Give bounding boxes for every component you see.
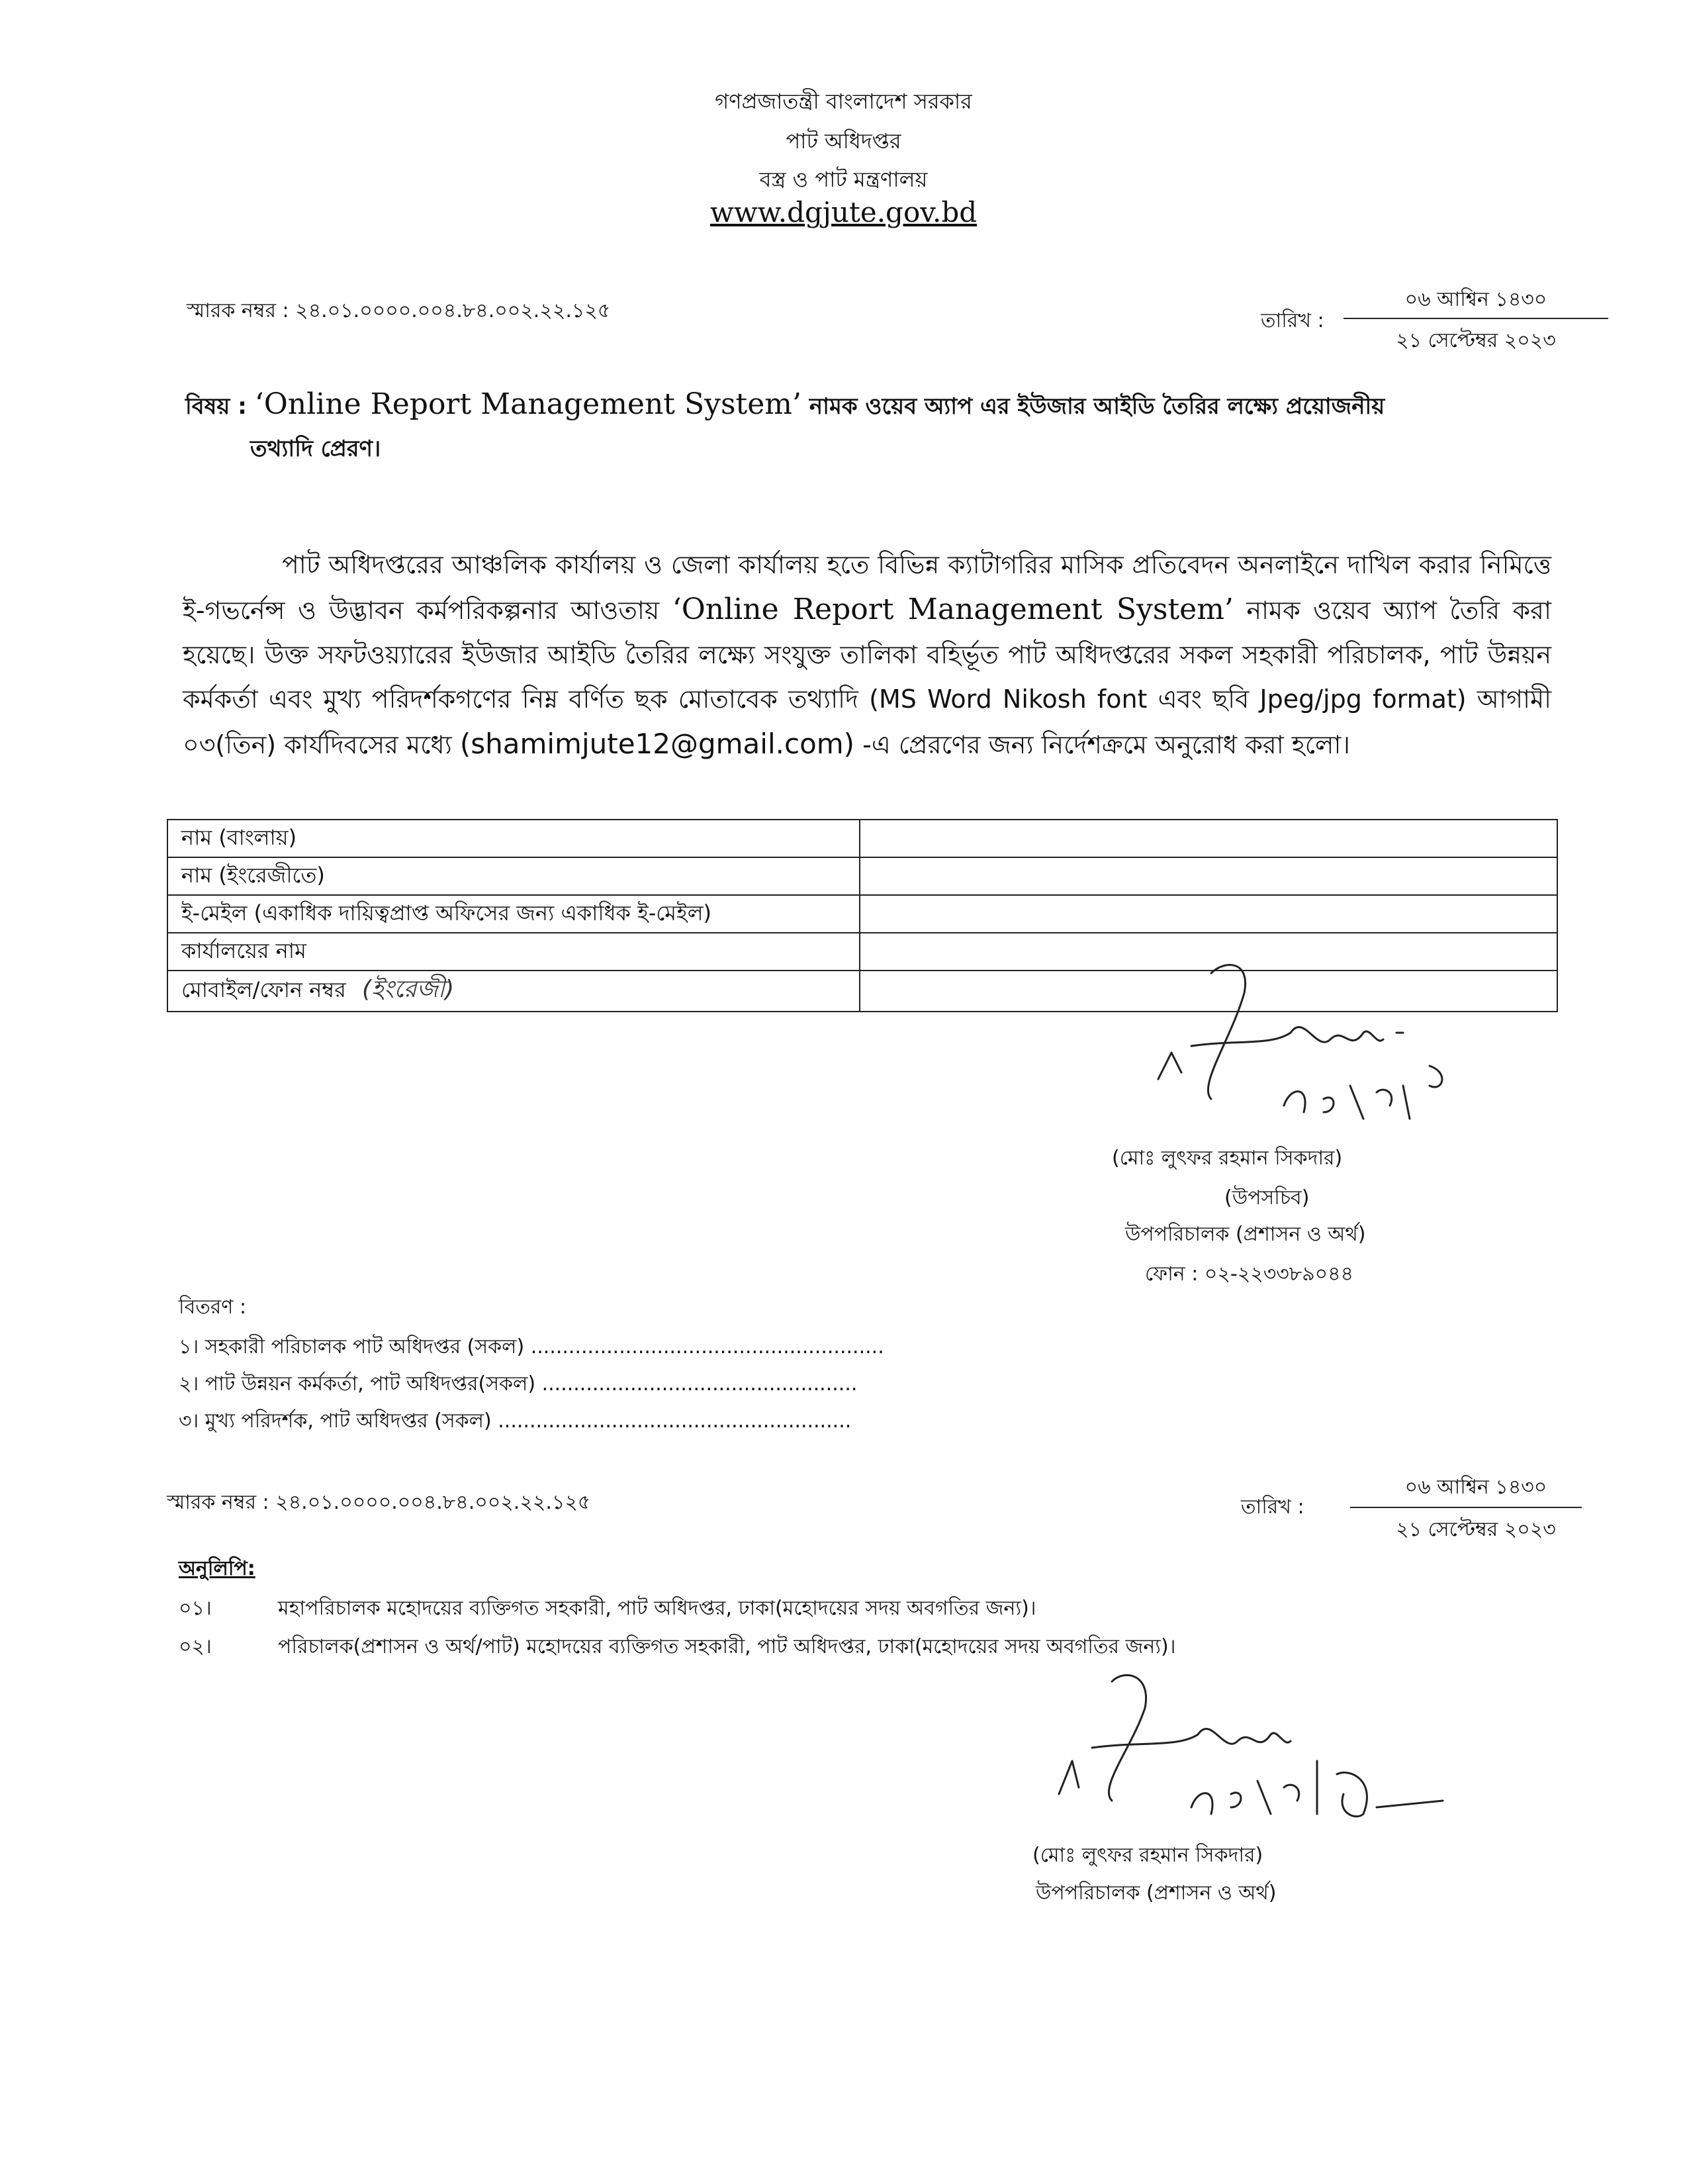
table-cell-label: কার্যালয়ের নাম (167, 933, 860, 971)
subject-label: বিষয় : (185, 393, 247, 420)
header-website-link[interactable]: www.dgjute.gov.bd (709, 196, 978, 228)
handwritten-note: (ইংরেজী) (362, 976, 455, 1003)
signature-scribble-1 (1118, 933, 1489, 1132)
signatory-2-designation: উপপরিচালক (প্রশাসন ও অর্থ) (1036, 1881, 1277, 1905)
memo2-date-english: ২১ সেপ্টেম্বর ২০২৩ (1396, 1518, 1556, 1541)
subject-rest: নামক ওয়েব অ্যাপ এর ইউজার আইডি তৈরির লক্ষ্যে প্রয়োজনীয় (809, 393, 1385, 420)
signatory-1-rank: (উপসচিব) (1224, 1186, 1310, 1210)
copy-item-text: মহাপরিচালক মহোদয়ের ব্যক্তিগত সহকারী, পাট অধিদপ্তর, ঢাকা(মহোদয়ের সদয় অবগতির জন্য)। (278, 1597, 1036, 1620)
memo-number-value: ২৪.০১.০০০০.০০৪.৮৪.০০২.২২.১২৫ (295, 299, 611, 322)
header-government: গণপ্রজাতন্ত্রী বাংলাদেশ সরকার (715, 89, 972, 114)
memo2-number-value: ২৪.০১.০০০০.০০৪.৮৪.০০২.২২.১২৫ (275, 1491, 591, 1514)
copy-item-num: ০২। (179, 1635, 212, 1658)
memo2-number (167, 1486, 590, 1520)
table-row (167, 857, 1557, 895)
body-text-part1: পাট অধিদপ্তরের আঞ্চলিক কার্যালয় ও জেলা কার্যালয় হতে বিভিন্ন ক্যাটাগরির মাসিক প্রতিবেদন অনলাইনে দাখিল করার নিমিত্তে ই-গভর্নেন্স ও উদ্ভাবন কর্মপরিকল্পনার আওতায় (183, 550, 1551, 625)
table-cell-label: ই-মেইল (একাধিক দায়িত্বপ্রাপ্ত অফিসের জন্য একাধিক ই-মেইল) (167, 895, 860, 933)
table-cell-value (860, 820, 1557, 857)
header-department: পাট অধিদপ্তর (786, 128, 901, 154)
table-cell-value (860, 857, 1557, 895)
table-cell-label: নাম (ইংরেজীতে) (167, 857, 860, 895)
subject-app-name: ‘Online Report Management System’ (254, 387, 801, 421)
memo-date-bangla: ০৬ আশ্বিন ১৪৩০ (1404, 288, 1547, 311)
body-app-name: ‘Online Report Management System’ (672, 593, 1234, 626)
copy-item-num: ০১। (179, 1597, 212, 1620)
signatory-1-designation: উপপরিচালক (প্রশাসন ও অর্থ) (1125, 1223, 1366, 1246)
table-cell-label-text: মোবাইল/ফোন নম্বর (181, 977, 346, 1002)
header-ministry: বস্ত্র ও পাট মন্ত্রণালয় (759, 167, 928, 192)
date-divider-2 (1350, 1507, 1582, 1508)
memo-number (187, 295, 610, 328)
signatory-2-name: (মোঃ লুৎফর রহমান সিকদার) (1032, 1844, 1263, 1867)
distribution-item: ২। পাট উন্নয়ন কর্মকর্তা, পাট অধিদপ্তর(সকল) .................................................. (179, 1372, 858, 1396)
distribution-item: ৩। মুখ্য পরিদর্শক, পাট অধিদপ্তর (সকল) ........................................................ (179, 1409, 852, 1433)
table-row (167, 895, 1557, 933)
subject-line (185, 387, 1385, 427)
distribution-item: ১। সহকারী পরিচালক পাট অধিদপ্তর (সকল) ........................................................ (179, 1335, 884, 1358)
body-text-part2: নামক ওয়েব অ্যাপ তৈরি করা হয়েছে। উক্ত সফটওয়্যারের ইউজার আইডি তৈরির লক্ষ্যে সংযুক্ত তালিকা বহির্ভূত পাট অধিদপ্তরের সকল সহকারী পরিচালক, পাট উন্নয়ন কর্মকর্তা এবং মুখ্য পরিদর্শকগণের নিম্ন বর্ণিত ছক মোতাবেক তথ্যাদি (MS Word Nikosh font এবং ছবি Jpeg/jpg format) আগামী ০৩(তিন) কার্যদিবসের মধ্যে (183, 596, 1551, 759)
body-text-part3: -এ প্রেরণের জন্য নির্দেশক্রমে অনুরোধ করা হলো। (862, 730, 1350, 759)
signatory-1-phone: ফোন : ০২-২২৩৩৮৯০৪৪ (1145, 1262, 1354, 1286)
distribution-label: বিতরণ : (179, 1296, 247, 1319)
memo-date-label: তারিখ : (1261, 309, 1324, 332)
memo2-number-label: স্মারক নম্বর : (167, 1491, 269, 1514)
table-cell-value (860, 895, 1557, 933)
memo-date-english: ২১ সেপ্টেম্বর ২০২৩ (1396, 329, 1556, 352)
subject-line2: তথ্যাদি প্রেরণ। (250, 436, 381, 462)
memo2-date-bangla: ০৬ আশ্বিন ১৪৩০ (1404, 1476, 1547, 1499)
signatory-1-name: (মোঃ লুৎফর রহমান সিকদার) (1112, 1147, 1343, 1170)
body-paragraph (183, 543, 1551, 767)
body-email-link[interactable]: (shamimjute12@gmail.com) (459, 728, 855, 760)
table-cell-label: নাম (বাংলায়) (167, 820, 860, 857)
copy-item-text: পরিচালক(প্রশাসন ও অর্থ/পাট) মহোদয়ের ব্যক্তিগত সহকারী, পাট অধিদপ্তর, ঢাকা(মহোদয়ের সদয় অবগতির জন্য)। (278, 1635, 1176, 1658)
date-divider (1344, 318, 1608, 319)
table-cell-label (167, 971, 860, 1012)
memo2-date-label: তারিখ : (1241, 1496, 1304, 1519)
memo-number-label: স্মারক নম্বর : (187, 299, 289, 322)
copy-label: অনুলিপি: (179, 1557, 255, 1580)
signature-scribble-2 (1032, 1662, 1456, 1827)
table-row (167, 820, 1557, 857)
